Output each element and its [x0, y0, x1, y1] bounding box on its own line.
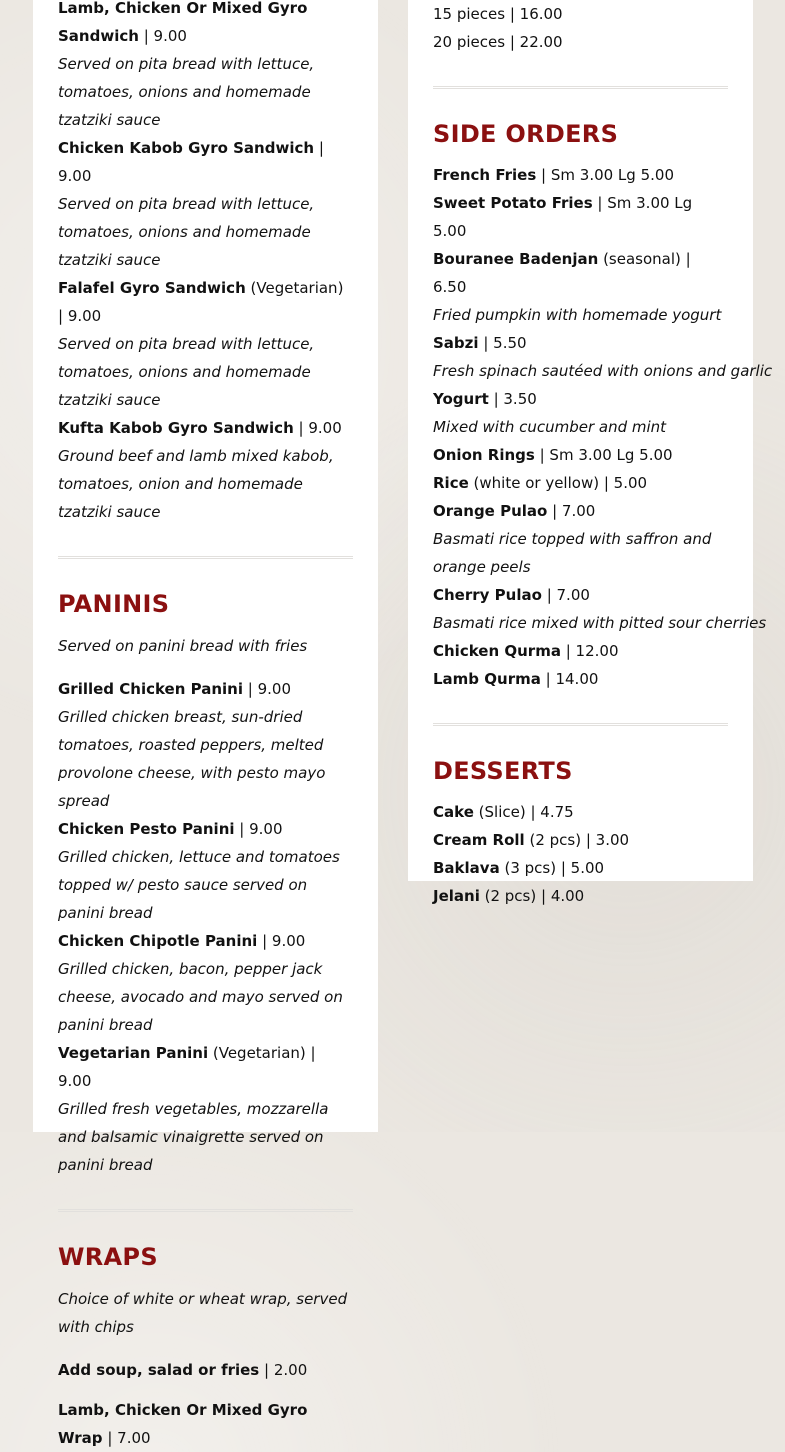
item-name: French Fries: [433, 166, 537, 184]
item-name: Chicken Qurma: [433, 642, 561, 660]
menu-item: [58, 1396, 353, 1452]
menu-item: [433, 882, 728, 910]
menu-addon: [58, 1356, 353, 1384]
section-divider: [58, 556, 353, 559]
item-name: Vegetarian Panini: [58, 1044, 209, 1062]
item-name: Bouranee Badenjan: [433, 250, 599, 268]
addon-name: Add soup, salad or fries: [58, 1361, 260, 1379]
item-price: | Sm 3.00 Lg 5.00: [541, 166, 674, 184]
menu-item: [58, 134, 353, 190]
item-name: Lamb Qurma: [433, 670, 541, 688]
menu-column-right: [408, 0, 773, 905]
menu-column-left: [33, 0, 378, 1447]
section-intro: Served on panini bread with fries: [58, 637, 308, 655]
item-price: | 12.00: [565, 642, 619, 660]
item-description: Fresh spinach sautéed with onions and garlic: [433, 362, 773, 380]
item-name: Sweet Potato Fries: [433, 194, 593, 212]
item-price: | 3.50: [493, 390, 537, 408]
item-price: | 7.00: [546, 586, 590, 604]
item-name: Chicken Pesto Panini: [58, 820, 235, 838]
item-name: Chicken Kabob Gyro Sandwich: [58, 139, 315, 157]
item-name: Baklava: [433, 859, 500, 877]
menu-item: [433, 854, 728, 882]
item-price: (Vegetarian) | 9.00: [58, 1044, 316, 1090]
item-name: Cherry Pulao: [433, 586, 542, 604]
item-price: (Slice) | 4.75: [478, 803, 574, 821]
section-divider: [433, 723, 728, 726]
item-description: Served on pita bread with lettuce, tomatoes, onions and homemade tzatziki sauce: [58, 195, 315, 269]
menu-item: [433, 665, 728, 693]
item-name: Cake: [433, 803, 474, 821]
item-price: | Sm 3.00 Lg 5.00: [433, 194, 693, 240]
section-divider: [433, 86, 728, 89]
item-price: (2 pcs) | 4.00: [484, 887, 585, 905]
menu-item: [433, 637, 728, 665]
item-price: | 7.00: [107, 1429, 151, 1447]
item-description: Ground beef and lamb mixed kabob, tomatoes, onion and homemade tzatziki sauce: [58, 447, 334, 521]
item-name: Cream Roll: [433, 831, 525, 849]
item-price: | 9.00: [298, 419, 342, 437]
item-price: (white or yellow) | 5.00: [473, 474, 648, 492]
menu-item: [58, 675, 353, 703]
item-price: | 9.00: [143, 27, 187, 45]
item-name: Lamb, Chicken Or Mixed Gyro Sandwich: [58, 0, 308, 45]
menu-item: [433, 161, 728, 189]
item-price: | 9.00: [58, 139, 324, 185]
item-name: Orange Pulao: [433, 502, 548, 520]
item-description: Grilled chicken, lettuce and tomatoes topped w/ pesto sauce served on panini bread: [58, 848, 340, 922]
item-price: | 7.00: [552, 502, 596, 520]
item-name: Chicken Chipotle Panini: [58, 932, 258, 950]
item-price: (Vegetarian) | 9.00: [58, 279, 344, 325]
item-name: Kufta Kabob Gyro Sandwich: [58, 419, 294, 437]
item-price: (seasonal) | 6.50: [433, 250, 691, 296]
item-price: | 9.00: [247, 680, 292, 698]
item-name: Yogurt: [433, 390, 489, 408]
menu-item: [433, 329, 728, 357]
item-description: Fried pumpkin with homemade yogurt: [433, 306, 722, 324]
menu-item: [58, 1039, 353, 1095]
menu-item: [58, 815, 353, 843]
item-name: Lamb, Chicken Or Mixed Gyro Wrap: [58, 1401, 308, 1447]
item-description: Served on pita bread with lettuce, tomatoes, onions and homemade tzatziki sauce: [58, 55, 315, 129]
item-price: | 5.50: [483, 334, 527, 352]
item-description: Served on pita bread with lettuce, tomatoes, onions and homemade tzatziki sauce: [58, 335, 315, 409]
item-name: Grilled Chicken Panini: [58, 680, 243, 698]
price-line: 20 pieces | 22.00: [433, 33, 563, 51]
item-description: Mixed with cucumber and mint: [433, 418, 667, 436]
item-description: Grilled chicken breast, sun-dried tomatoes, roasted peppers, melted provolone cheese, with pesto mayo spread: [58, 708, 326, 810]
item-name: Rice: [433, 474, 469, 492]
menu-item: [433, 497, 728, 525]
item-name: Falafel Gyro Sandwich: [58, 279, 246, 297]
item-description: Basmati rice topped with saffron and orange peels: [433, 530, 712, 576]
menu-item: [58, 274, 353, 330]
item-description: Grilled chicken, bacon, pepper jack cheese, avocado and mayo served on panini bread: [58, 960, 343, 1034]
section-title-desserts: DESSERTS: [433, 757, 573, 785]
item-name: Jelani: [433, 887, 480, 905]
item-price: | Sm 3.00 Lg 5.00: [539, 446, 673, 464]
item-description: Grilled fresh vegetables, mozzarella and balsamic vinaigrette served on panini bread: [58, 1100, 329, 1174]
menu-item: [433, 469, 728, 497]
addon-price: | 2.00: [264, 1361, 308, 1379]
menu-item: [433, 441, 728, 469]
menu-item: [58, 927, 353, 955]
section-title-paninis: PANINIS: [58, 590, 170, 618]
item-price: | 9.00: [262, 932, 306, 950]
menu-item: [58, 414, 353, 442]
section-title-side-orders: SIDE ORDERS: [433, 120, 619, 148]
section-divider: [58, 1209, 353, 1212]
price-line: 15 pieces | 16.00: [433, 5, 563, 23]
menu-item: [433, 826, 728, 854]
item-price: (2 pcs) | 3.00: [529, 831, 630, 849]
item-description: Basmati rice mixed with pitted sour cherries: [433, 614, 767, 632]
menu-item: [433, 581, 728, 609]
item-name: Sabzi: [433, 334, 479, 352]
section-title-wraps: WRAPS: [58, 1243, 158, 1271]
item-price: (3 pcs) | 5.00: [504, 859, 605, 877]
item-price: | 9.00: [239, 820, 283, 838]
menu-item: [433, 385, 728, 413]
menu-item: [433, 189, 728, 245]
section-intro: Choice of white or wheat wrap, served with chips: [58, 1290, 348, 1336]
item-price: | 14.00: [545, 670, 599, 688]
menu-item: [433, 798, 728, 826]
item-name: Onion Rings: [433, 446, 535, 464]
menu-item: [58, 0, 353, 50]
menu-item: [433, 245, 728, 301]
